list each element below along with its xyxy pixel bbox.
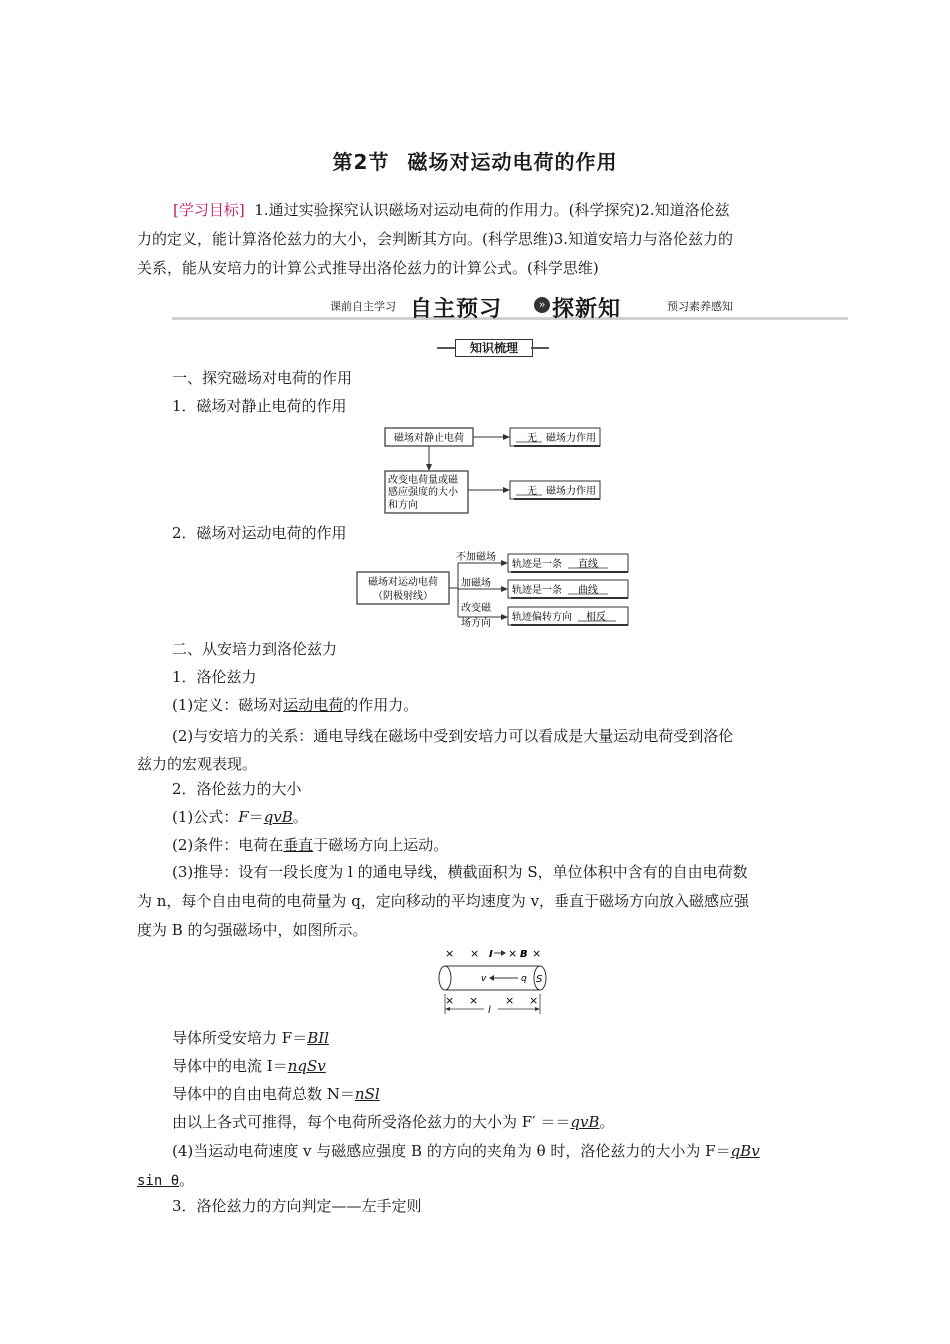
field-cross: × [508, 947, 518, 960]
text: 由以上各式可推得，每个电荷所受洛伦兹力的大小为 F′ ＝＝ [172, 1113, 571, 1131]
conductor-figure [432, 944, 558, 1016]
ampere-force-line [172, 1027, 329, 1048]
definition-line [172, 694, 418, 715]
subheading: 1．洛伦兹力 [172, 668, 257, 686]
arrow-head [503, 487, 510, 493]
subheading: 2．洛伦兹力的大小 [172, 780, 302, 798]
section-banner [172, 292, 848, 322]
text: 。 [292, 808, 308, 826]
field-cross: × [445, 994, 455, 1007]
label-rule-left [437, 347, 455, 349]
result-label: 轨迹偏转方向 [512, 612, 572, 623]
result-answer: 无 [527, 433, 537, 444]
text: (4)当运动电荷速度 v 与磁感应强度 B 的方向的夹角为 θ 时，洛伦兹力的大小为 F＝ [172, 1142, 731, 1160]
relation-paragraph [137, 722, 813, 778]
text: 的作用力。 [343, 696, 419, 714]
length-arrow-head [445, 1007, 450, 1011]
current-line [172, 1055, 326, 1076]
banner-arrow-icon: » [534, 297, 550, 313]
arrow-head [501, 614, 508, 620]
subheading: 2．磁场对运动电荷的作用 [172, 524, 347, 542]
field-cross: × [469, 994, 479, 1007]
arrow-head [426, 464, 432, 471]
diagram-box-label: 磁场对运动电荷 [368, 577, 438, 588]
branch-label: 改变磁 [461, 603, 491, 614]
text: (1)定义：磁场对 [172, 696, 284, 714]
page-title [0, 146, 950, 175]
diagram-box-label: 感应强度的大小 [388, 487, 458, 498]
result-answer: 无 [527, 486, 537, 497]
answer-blank: qvB [570, 1113, 600, 1131]
diagram-box-label: （阴极射线） [373, 591, 433, 602]
current-arrow-head [501, 950, 506, 956]
formula-line [172, 806, 308, 827]
result-answer: 相反 [586, 612, 606, 623]
section-title: 磁场对运动电荷的作用 [407, 150, 618, 174]
goals-tag: [学习目标] [173, 201, 245, 219]
label-rule-right [531, 347, 549, 349]
heading-2: 二、从安培力到洛伦兹力 [172, 640, 338, 658]
field-label: B [520, 949, 528, 960]
text: 导体中的自由电荷总数 N＝ [172, 1085, 355, 1103]
banner-left-text: 课前自主学习 [330, 300, 396, 313]
arrow-head [501, 560, 508, 566]
banner-rule [172, 317, 848, 320]
goals-line: 关系，能从安培力的计算公式推导出洛伦兹力的计算公式。(科学思维) [137, 259, 599, 277]
answer-blank: BIl [307, 1029, 329, 1047]
paragraph-line: 度为 B 的匀强磁场中，如图所示。 [137, 921, 368, 939]
heading-1: 一、探究磁场对电荷的作用 [172, 369, 353, 387]
paragraph-line: (3)推导：设有一段长度为 l 的通电导线，横截面积为 S，单位体积中含有的自由电荷数 [172, 863, 748, 881]
arrow-head [501, 586, 508, 592]
field-cross: × [529, 994, 539, 1007]
angle-paragraph [137, 1137, 827, 1196]
result-answer: 曲线 [578, 585, 598, 596]
symbol: F [238, 808, 249, 826]
result-answer: 直线 [578, 559, 598, 570]
derivation-paragraph [137, 858, 827, 945]
condition-line [172, 834, 448, 855]
goals-line: 1.通过实验探究认识磁场对运动电荷的作用力。(科学探究)2.知道洛伦兹 [254, 201, 730, 219]
length-label: l [488, 1005, 491, 1016]
diagram-static-charge [380, 422, 610, 516]
answer-blank: 运动电荷 [283, 696, 344, 714]
result-line [172, 1111, 614, 1132]
paragraph-line: (2)与安培力的关系：通电导线在磁场中受到安培力可以看成是大量运动电荷受到洛伦 [172, 727, 734, 745]
diagram-box-label: 和方向 [388, 500, 418, 511]
text: (2)条件：电荷在 [172, 836, 284, 854]
section-number: 第2节 [332, 150, 390, 174]
goals-line: 力的定义，能计算洛伦兹力的大小，会判断其方向。(科学思维)3.知道安培力与洛伦兹力的 [137, 230, 734, 248]
section-label [437, 339, 549, 357]
text: 。 [179, 1171, 195, 1189]
paragraph-line: 为 n，每个自由电荷的电荷量为 q，定向移动的平均速度为 v，垂直于磁场方向放入磁感应强 [137, 892, 750, 910]
current-label: I [489, 949, 493, 960]
field-cross: × [532, 947, 542, 960]
field-cross: × [470, 947, 480, 960]
text: (1)公式： [172, 808, 239, 826]
result-label: 轨迹是一条 [512, 585, 562, 596]
section-label-text: 知识梳理 [455, 339, 533, 357]
diagram-box-label: 改变电荷量或磁 [388, 475, 458, 486]
charge-label: q [521, 974, 527, 984]
text: 导体中的电流 I＝ [172, 1057, 288, 1075]
result-label: 磁场力作用 [546, 486, 596, 497]
wire-end-left [439, 966, 451, 990]
velocity-label: v [481, 974, 487, 984]
banner-main2-text: 探新知 [552, 297, 622, 322]
subheading: 1．磁场对静止电荷的作用 [172, 397, 347, 415]
answer-blank: 垂直 [283, 836, 314, 854]
answer-blank: qBv [730, 1142, 760, 1160]
branch-label: 加磁场 [461, 578, 491, 589]
text: 。 [599, 1113, 615, 1131]
banner-right-text: 预习素养感知 [667, 300, 733, 313]
paragraph-line: 兹力的宏观表现。 [137, 755, 258, 773]
length-arrow-head [535, 1007, 540, 1011]
velocity-arrow-head [489, 975, 494, 981]
banner-main-text: 自主预习 [410, 297, 503, 322]
learning-goals [137, 196, 813, 283]
text: ＝ [248, 808, 264, 826]
answer-blank: nqSv [287, 1057, 326, 1075]
branch-label: 不加磁场 [456, 552, 496, 563]
answer-blank: qvB [263, 808, 293, 826]
answer-blank: sin θ [137, 1173, 180, 1189]
diagram-box-label: 磁场对静止电荷 [394, 433, 464, 444]
branch-label: 场方向 [461, 618, 491, 629]
text: 导体所受安培力 F＝ [172, 1029, 308, 1047]
subheading: 3．洛伦兹力的方向判定——左手定则 [172, 1197, 422, 1215]
answer-blank: nSl [354, 1085, 380, 1103]
text: 于磁场方向上运动。 [313, 836, 449, 854]
field-cross: × [505, 994, 515, 1007]
field-cross: × [445, 947, 455, 960]
charge-count-line [172, 1083, 380, 1104]
area-label: S [536, 974, 543, 985]
result-label: 磁场力作用 [546, 433, 596, 444]
diagram-moving-charge [352, 547, 637, 633]
result-label: 轨迹是一条 [512, 559, 562, 570]
arrow-head [503, 434, 510, 440]
